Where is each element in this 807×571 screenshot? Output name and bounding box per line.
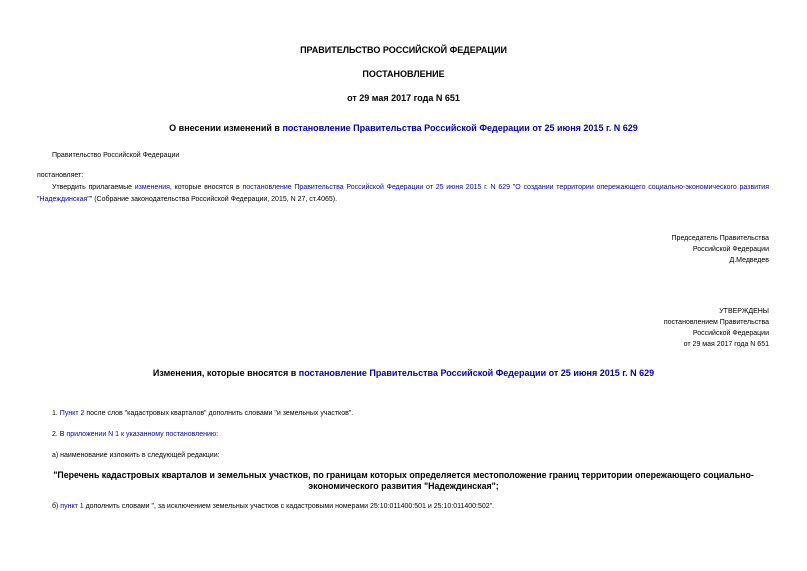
item1-text: после слов "кадастровых кварталов" дополнить словами "и земельных участков".: [84, 410, 354, 417]
approved-line-1: УТВЕРЖДЕНЫ: [719, 308, 769, 315]
item-b-prefix: б): [52, 503, 61, 510]
decrees-line: постановляет:: [37, 172, 84, 179]
item2-suffix: :: [216, 431, 219, 438]
changes-title: [0, 368, 807, 378]
change-item-b: [52, 503, 494, 510]
quoted-title-line-1: "Перечень кадастровых кварталов и земельных участков, по границам которых определяется местоположение границ территории опережающего социально-: [53, 470, 754, 480]
changes-link[interactable]: изменения: [134, 184, 170, 191]
title-prefix: О внесении изменений в: [169, 123, 283, 133]
government-heading: ПРАВИТЕЛЬСТВО РОССИЙСКОЙ ФЕДЕРАЦИИ: [300, 45, 507, 55]
change-item-1: [52, 410, 353, 417]
p1-text-a: Утвердить прилагаемые: [52, 184, 135, 191]
change-item-a: а) наименование изложить в следующей редакции:: [52, 452, 220, 459]
item2-link[interactable]: приложении N 1 к указанному постановлению: [66, 431, 217, 438]
p1-text-c: ": [510, 184, 516, 191]
change-item-2: [52, 431, 218, 438]
approved-line-3: Российской Федерации: [692, 330, 769, 337]
approved-line-4: от 29 мая 2017 года N 651: [683, 341, 769, 348]
resolution-paragraph: [37, 182, 769, 206]
p1-text-b: , которые вносятся в: [169, 184, 243, 191]
item1-link[interactable]: Пункт 2: [59, 410, 85, 417]
signature-position-1: Председатель Правительства: [671, 235, 769, 242]
item1-number: 1.: [52, 410, 60, 417]
government-line: Правительство Российской Федерации: [52, 152, 180, 159]
signature-position-2: Российской Федерации: [692, 246, 769, 253]
item2-prefix: 2. В: [52, 431, 67, 438]
doc-date-number: от 29 мая 2017 года N 651: [347, 93, 460, 103]
resolution-629-link[interactable]: постановление Правительства Российской Федерации от 25 июня 2015 г. N 629: [242, 184, 511, 191]
signature-name: Д.Медведев: [729, 257, 769, 264]
doc-type-heading: ПОСТАНОВЛЕНИЕ: [362, 69, 445, 79]
changes-title-prefix: Изменения, которые вносятся в: [152, 368, 299, 378]
tor-creation-link[interactable]: О создании территории опережающего социально-экономического развития "Надеждинская": [37, 184, 769, 203]
p1-text-d: " (Собрание законодательства Российской Федерации, 2015, N 27, ст.4065).: [89, 196, 338, 203]
quoted-title-line-2: экономического развития "Надеждинская";: [308, 481, 499, 491]
title-link[interactable]: постановление Правительства Российской Федерации от 25 июня 2015 г. N 629: [282, 123, 638, 133]
changes-title-link[interactable]: постановление Правительства Российской Федерации от 25 июня 2015 г. N 629: [298, 368, 655, 378]
item-b-text: дополнить словами ", за исключением земельных участков с кадастровыми номерами 25:10:011400:501 и 25:10:011400:502".: [83, 503, 495, 510]
item-b-link[interactable]: пункт 1: [60, 503, 84, 510]
approved-line-2: постановлением Правительства: [663, 319, 769, 326]
document-title: [0, 123, 807, 133]
